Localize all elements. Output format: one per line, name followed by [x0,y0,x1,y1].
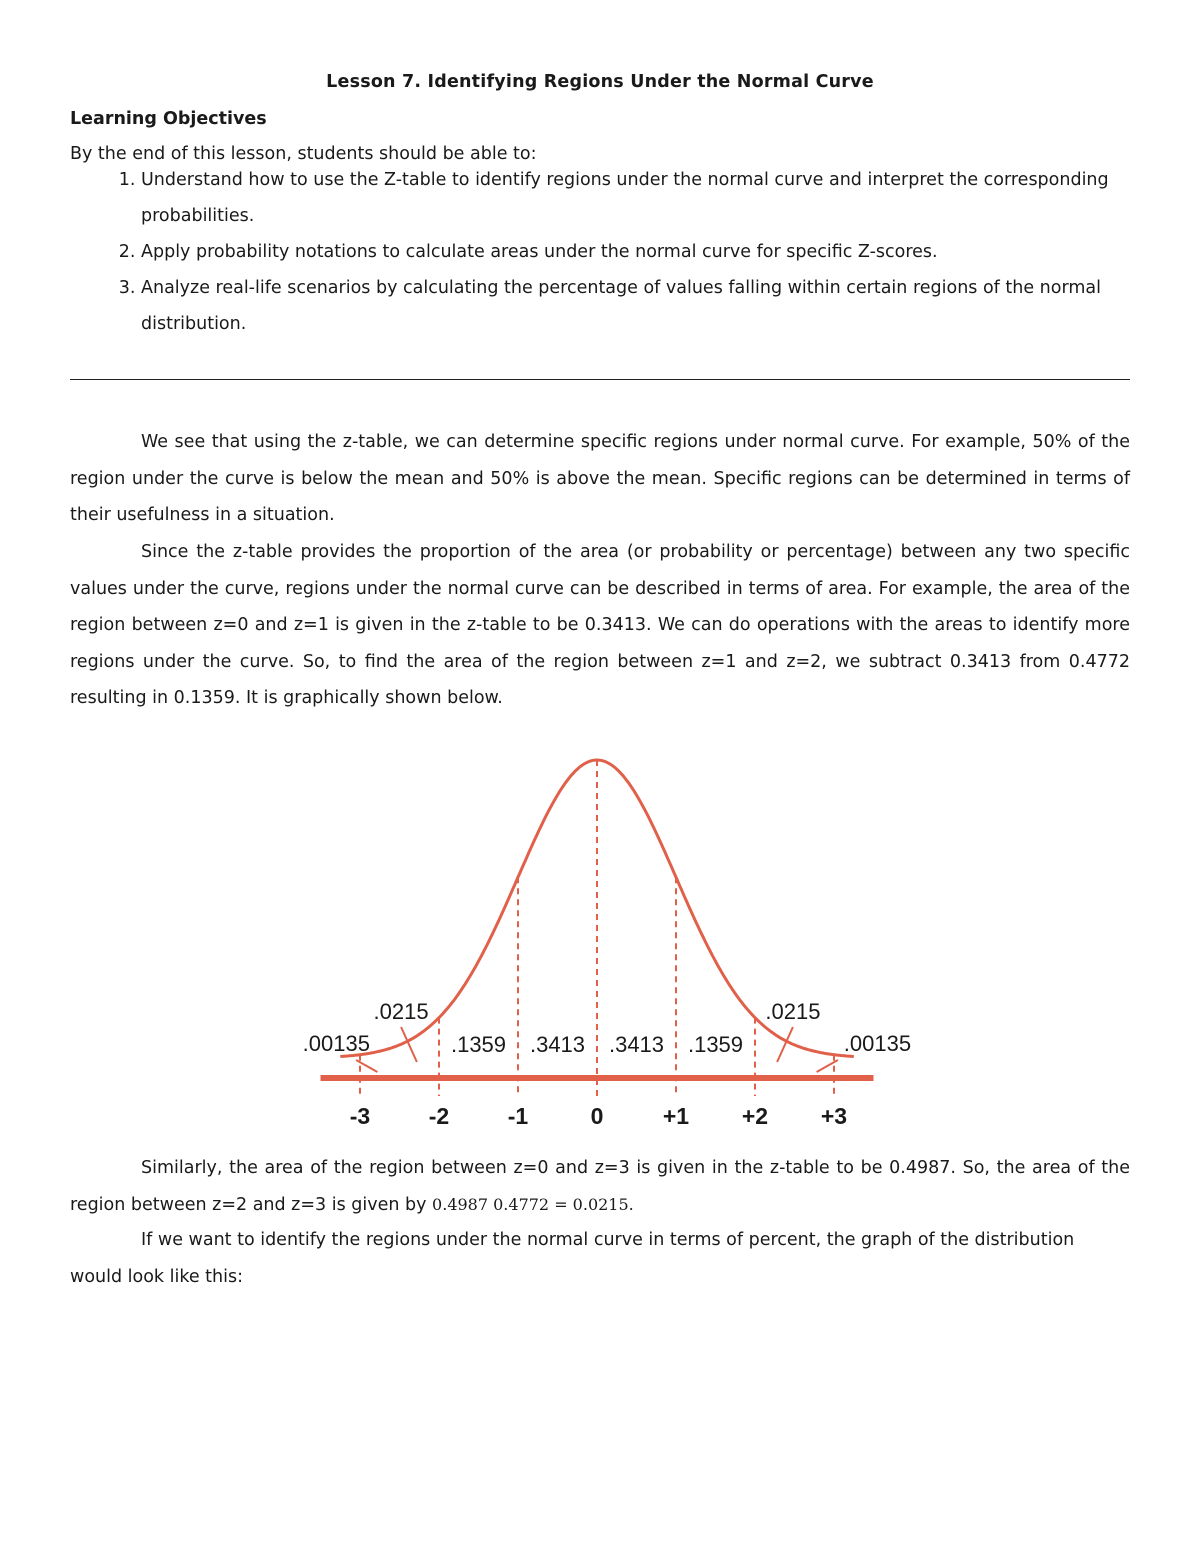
objective-item: 3. Analyze real-life scenarios by calculating the percentage of values falling within certain regions of the normal distribution. [141,270,1200,342]
z-tick-label: -1 [507,1103,529,1129]
region-area-label: .3413 [608,1032,665,1057]
region-area-label: .1359 [450,1032,507,1057]
paragraph: We see that using the z-table, we can determine specific regions under normal curve. For example, 50% of the region under the curve is below the mean and 50% is above the mean. Specific regions can be determined in terms of their usefulness in a situation. [70,432,1130,525]
region-area-label: .00135 [302,1031,370,1056]
objective-item: 1. Understand how to use the Z-table to identify regions under the normal curve and interpret the corresponding probabilities. [141,162,1200,234]
z-tick-label: +3 [820,1103,848,1129]
page-title: Lesson 7. Identifying Regions Under the Normal Curve [326,72,874,92]
normal-curve-figure [280,740,930,1140]
objectives-heading: Learning Objectives [70,109,267,129]
region-area-label: .00135 [843,1031,912,1056]
paragraph [70,1150,1130,1223]
z-tick-label: -2 [428,1103,450,1129]
section-divider [70,379,1130,380]
z-tick-label: 0 [590,1103,604,1129]
objectives-list [70,162,1200,342]
z-tick-label: +1 [662,1103,690,1129]
paragraph: If we want to identify the regions under the normal curve in terms of percent, the graph of the distribution would look like this: [70,1230,1075,1287]
region-area-label: .0215 [373,999,429,1024]
paragraph-text: Similarly, the area of the region between z=0 and z=3 is given in the z-table to be 0.4987. So, the area of the region between z=2 and z=3 is given by [70,1158,1130,1215]
region-area-label: .1359 [687,1032,744,1057]
objective-item: 2. Apply probability notations to calculate areas under the normal curve for specific Z-scores. [141,234,1200,270]
paragraph: Since the z-table provides the proportion of the area (or probability or percentage) between any two specific values under the curve, regions under the normal curve can be described in terms of area. For example, the area of the region between z=0 and z=1 is given in the z-table to be 0.3413. We can do operations with the areas to identify more regions under the curve. So, to find the area of the region between z=1 and z=2, we subtract 0.3413 from 0.4772 resulting in 0.1359. It is graphically shown below. [70,542,1130,708]
region-area-label: .0215 [765,999,821,1024]
z-tick-label: +2 [741,1103,769,1129]
objectives-intro: By the end of this lesson, students should be able to: [70,144,537,164]
region-area-label: .3413 [529,1032,586,1057]
z-tick-label: -3 [349,1103,371,1129]
normal-curve-chart [280,740,930,1140]
formula: 0.4987 0.4772 = 0.0215. [432,1194,634,1214]
